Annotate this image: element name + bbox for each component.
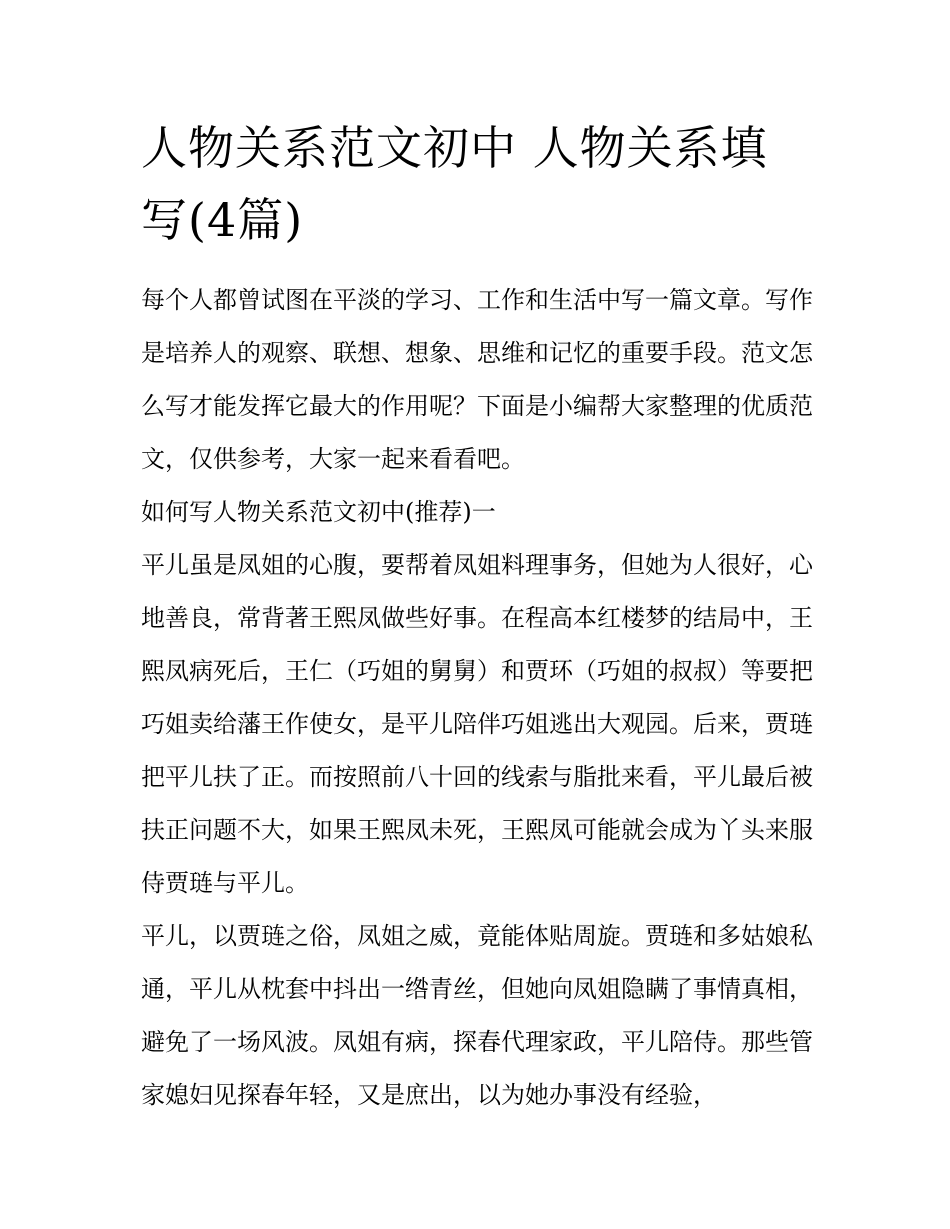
body-paragraph-2: 平儿，以贾琏之俗，凤姐之威，竟能体贴周旋。贾琏和多姑娘私通，平儿从枕套中抖出一绺青丝，但她向凤姐隐瞒了事情真相，避免了一场风波。凤姐有病，探春代理家政，平儿陪侍。那些管家媳妇见探春年轻，又是庶出，以为她办事没有经验，	[141, 922, 813, 1109]
section-heading: 如何写人物关系范文初中(推荐)一	[141, 498, 496, 526]
document-title: 人物关系范文初中 人物关系填写(4篇)	[141, 121, 768, 247]
intro-paragraph: 每个人都曾试图在平淡的学习、工作和生活中写一篇文章。写作是培养人的观察、联想、想象、思维和记忆的重要手段。范文怎么写才能发挥它最大的作用呢？下面是小编帮大家整理的优质范文，仅供参考，大家一起来看看吧。	[141, 286, 813, 473]
document-body	[141, 112, 813, 1122]
body-paragraph-1: 平儿虽是凤姐的心腹，要帮着凤姐料理事务，但她为人很好，心地善良，常背著王熙凤做些好事。在程高本红楼梦的结局中，王熙凤病死后，王仁（巧姐的舅舅）和贾环（巧姐的叔叔）等要把巧姐卖给藩王作使女，是平儿陪伴巧姐逃出大观园。后来，贾琏把平儿扶了正。而按照前八十回的线索与脂批来看，平儿最后被扶正问题不大，如果王熙凤未死，王熙凤可能就会成为丫头来服侍贾琏与平儿。	[141, 551, 813, 897]
